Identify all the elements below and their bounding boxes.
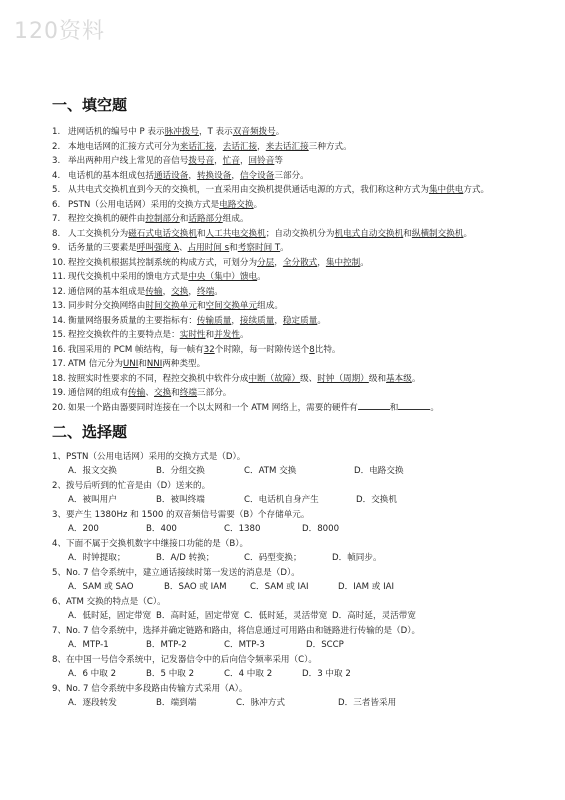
choice-option: C．码型变换； [244, 553, 302, 563]
question-number: 19. [52, 388, 66, 398]
choice-option: A．低时延，固定带宽 [68, 611, 152, 621]
choice-option: D．8000 [302, 524, 340, 534]
underlined-answer: 拨号音 [188, 156, 215, 166]
underlined-answer: 去话汇接 [222, 141, 258, 152]
choice-option: C．低时延，灵活带宽 [244, 611, 328, 621]
question-text: 两种类型。 [162, 359, 206, 369]
question-number: 11. [52, 272, 66, 282]
underlined-answer: 集中供电 [428, 185, 464, 195]
question-text: 比特。 [314, 344, 341, 355]
underlined-answer: 双音频拨号 [232, 127, 276, 137]
question-text: 进网话机的编号中 P 表示 [68, 127, 165, 137]
choice-options [52, 522, 522, 537]
question-text: 组成。 [257, 301, 283, 311]
question-text: 三种方式。 [308, 141, 352, 152]
fill-in-question [52, 386, 522, 401]
question-text: 三部分。 [197, 388, 232, 398]
question-text: 按照实时性要求的不同，程控交换机中软件分成 [68, 373, 249, 384]
underlined-answer: NNI [146, 359, 163, 369]
question-number: 5. [52, 185, 61, 195]
watermark: 120资料 [14, 19, 105, 44]
choice-option: C．MTP-3 [224, 640, 265, 650]
underlined-answer: 人工共电交换机 [205, 228, 266, 239]
underlined-answer: 传输质量 [196, 315, 232, 326]
underlined-answer: 时间交换单元 [145, 301, 197, 311]
fill-in-question [52, 256, 522, 271]
fill-in-question [52, 270, 522, 285]
section-title-fill-in: 一、填空题 [52, 96, 128, 114]
underlined-answer: 忙音 [222, 156, 240, 166]
question-text: 个时隙，每一时隙传送个 [214, 344, 310, 355]
choice-option: A．时钟提取； [68, 553, 126, 563]
choice-option: A．200 [68, 524, 99, 534]
question-text: 、 [178, 243, 188, 253]
choice-options [52, 638, 522, 653]
choice-options [52, 609, 522, 624]
question-text: 。 [411, 373, 421, 384]
question-text: 程控交换机的硬件由 [68, 214, 146, 224]
fill-in-question [52, 227, 522, 242]
question-number: 14. [52, 315, 66, 326]
question-number: 15. [52, 330, 66, 340]
fill-in-question [52, 140, 522, 155]
choice-option: B．高时延，固定带宽 [156, 611, 240, 621]
document-page [52, 94, 522, 711]
question-text: 方式。 [463, 185, 490, 195]
underlined-answer: 终端 [179, 388, 197, 398]
fill-in-question [52, 212, 522, 227]
question-text: 程控交换软件的主要特点是： [68, 330, 180, 340]
question-text: 组成。 [222, 214, 249, 224]
choice-options [52, 551, 522, 566]
underlined-answer: 来话汇接 [179, 141, 215, 152]
question-text: 我国采用的 PCM 帧结构，每一帧有 [68, 344, 204, 355]
choice-options [52, 667, 522, 682]
fill-in-question [52, 357, 522, 372]
choice-options [52, 580, 522, 595]
underlined-answer: 中央（集中）馈电 [188, 272, 258, 282]
underlined-answer: 实时性 [179, 330, 206, 340]
question-text: 和 [403, 228, 412, 239]
choice-question: 2、拨号后听到的忙音是由（D）送来的。 [52, 481, 211, 491]
question-text: 级、 [300, 373, 318, 384]
question-text: 级和 [368, 373, 387, 384]
fill-in-question [52, 343, 522, 358]
underlined-answer: 呼叫强度 λ [136, 243, 179, 253]
fill-in-question [52, 401, 522, 416]
question-text: 、 [145, 388, 154, 398]
underlined-answer: 集中控制 [325, 257, 361, 268]
underlined-answer: 分层 [257, 257, 275, 268]
question-text: ， [231, 315, 240, 326]
underlined-answer: 接续质量 [239, 315, 275, 326]
question-text: ， [257, 141, 266, 152]
question-text: 如果一个路由器要同时连接在一个以太网和一个 ATM 网络上，需要的硬件有 [68, 402, 358, 413]
underlined-answer: 控制部分 [145, 214, 180, 224]
question-number: 9. [52, 243, 61, 253]
question-text: 程控交换机根据其控制系统的构成方式，可划分为 [68, 257, 258, 268]
question-text: 三部分。 [274, 170, 309, 181]
question-number: 13. [52, 301, 66, 311]
question-text: 和 [138, 359, 147, 369]
choice-question: 6、ATM 交换的特点是（C）。 [52, 597, 166, 607]
question-text: 。 [430, 402, 439, 413]
question-text: 现代交换机中采用的馈电方式是 [68, 272, 189, 282]
question-text: 举出两种用户线上常见的音信号 [68, 156, 189, 166]
question-text: 衡量网络服务质量的主要指标有： [68, 315, 197, 326]
choice-option: B．端到端 [156, 698, 197, 708]
choice-question: 3、要产生 1380Hz 和 1500 的双音频信号需要（B）个存储单元。 [52, 510, 310, 520]
underlined-answer: 纵横制交换机 [411, 228, 464, 239]
underlined-answer: 中断（故障） [248, 373, 301, 384]
choice-option: C．ATM 交换 [244, 466, 297, 476]
choice-options [52, 493, 522, 508]
question-number: 6. [52, 199, 61, 210]
question-text: ， [317, 257, 326, 268]
underlined-answer: 考察时间 T [237, 243, 281, 253]
underlined-answer: 通话设备 [153, 170, 189, 181]
question-text: ， [274, 315, 283, 326]
question-text: 。 [280, 243, 289, 253]
underlined-answer: 来去话汇接 [265, 141, 309, 152]
choice-options [52, 464, 522, 479]
question-text: 和 [389, 402, 399, 413]
fill-in-question [52, 125, 522, 140]
underlined-answer: 传输 [145, 286, 163, 297]
question-text: ， [214, 156, 223, 166]
question-text: ， [231, 170, 240, 181]
question-text: ， [162, 286, 172, 297]
question-text: 。 [253, 199, 263, 210]
question-text: ， [239, 156, 249, 166]
question-text: 话务量的三要素是 [68, 243, 137, 253]
question-number: 4. [52, 170, 61, 181]
question-text: 和 [179, 214, 189, 224]
choice-option: A．逐段转发 [68, 698, 117, 708]
fill-in-question [52, 285, 522, 300]
choice-option: B．分组交换 [156, 466, 205, 476]
choice-question: 1、PSTN（公用电话网）采用的交换方式是（D）。 [52, 452, 246, 462]
underlined-answer: 信令设备 [239, 170, 275, 181]
choice-option: B．5 中取 2 [146, 669, 195, 679]
underlined-answer: 时钟（周期） [317, 373, 369, 384]
underlined-answer: 并发性 [214, 330, 240, 340]
question-text: 。 [214, 286, 223, 297]
underlined-answer: 交换 [153, 388, 172, 398]
question-text: ， [214, 141, 223, 152]
choice-option: D．交换机 [356, 495, 397, 505]
choice-option: C．电话机自身产生 [244, 495, 319, 505]
question-number: 12. [52, 286, 66, 297]
underlined-answer: 脉冲拨号 [164, 127, 199, 137]
question-text: ，T 表示 [198, 127, 233, 137]
underlined-answer: 8 [309, 344, 315, 355]
question-number: 16. [52, 344, 66, 355]
answer-blank [398, 401, 430, 410]
underlined-answer: 全分散式 [282, 257, 318, 268]
question-text: 人工交换机分为 [68, 228, 129, 239]
question-text: 。 [360, 257, 369, 268]
question-number: 7. [52, 214, 61, 224]
question-text: ， [188, 286, 197, 297]
fill-in-question [52, 241, 522, 256]
question-number: 20. [52, 402, 66, 413]
fill-in-question [52, 198, 522, 213]
choice-option: B．SAO 或 IAM [164, 582, 227, 592]
choice-option: C．4 中取 2 [224, 669, 273, 679]
choice-question-list [52, 450, 522, 711]
fill-in-question [52, 299, 522, 314]
choice-option: D．3 中取 2 [302, 669, 351, 679]
underlined-answer: 转换设备 [196, 170, 232, 181]
question-number: 8. [52, 228, 61, 239]
answer-blank [358, 401, 390, 410]
underlined-answer: UNI [122, 359, 139, 369]
underlined-answer: 占用时间 s [187, 243, 230, 253]
question-text: 同步时分交换网络由 [68, 301, 146, 311]
question-text: 通信网的组成有 [68, 388, 129, 398]
question-number: 1. [52, 127, 61, 137]
choice-option: A．报文交换 [68, 466, 117, 476]
choice-question: 5、No. 7 信令系统中，建立通话接续时第一发送的消息是（D）。 [52, 568, 300, 578]
fill-in-question [52, 314, 522, 329]
choice-question: 7、No. 7 信令系统中，选择并确定链路和路由，将信息通过可用路由和链路进行传输的是（D）。 [52, 626, 421, 636]
section-title-choice: 二、选择题 [52, 423, 128, 441]
underlined-answer: 传输 [128, 388, 146, 398]
choice-option: A．SAM 或 SAO [68, 582, 134, 592]
fill-in-question [52, 154, 522, 169]
question-text: 和 [196, 228, 206, 239]
question-text: ；自动交换机分为 [265, 228, 335, 239]
question-text: 本地电话网的汇接方式可分为 [68, 141, 180, 152]
underlined-answer: 32 [203, 344, 215, 355]
choice-option: D．三者皆采用 [338, 698, 397, 708]
question-number: 17. [52, 359, 66, 369]
choice-option: D．帧同步。 [332, 553, 382, 563]
question-text: 。 [257, 272, 266, 282]
question-number: 10. [52, 257, 66, 268]
question-number: 18. [52, 373, 66, 384]
question-text: 电话机的基本组成包括 [68, 170, 154, 181]
question-text: PSTN（公用电话网）采用的交换方式是 [68, 199, 220, 210]
choice-options [52, 696, 522, 711]
question-text: 和 [205, 330, 215, 340]
choice-option: B．400 [146, 524, 177, 534]
question-number: 2. [52, 141, 61, 152]
question-text: 。 [463, 228, 473, 239]
fill-in-question-list [52, 125, 522, 415]
choice-option: B．MTP-2 [146, 640, 187, 650]
underlined-answer: 终端 [196, 286, 215, 297]
choice-option: A．被叫用户 [68, 495, 117, 505]
choice-option: A．MTP-1 [68, 640, 109, 650]
fill-in-question [52, 183, 522, 198]
fill-in-question [52, 169, 522, 184]
underlined-answer: 稳定质量 [282, 315, 318, 326]
choice-option: C．SAM 或 IAI [250, 582, 309, 592]
choice-question: 4、下面不属于交换机数字中继接口功能的是（B）。 [52, 539, 249, 549]
choice-option: C．1380 [224, 524, 261, 534]
question-text: 和 [196, 301, 206, 311]
question-text: ATM 信元分为 [68, 359, 123, 369]
question-text: 。 [317, 315, 326, 326]
choice-option: B．被叫终端 [156, 495, 205, 505]
choice-question: 9、No. 7 信令系统中多段路由传输方式采用（A）。 [52, 684, 248, 694]
question-text: 。 [275, 127, 285, 137]
underlined-answer: 空间交换单元 [205, 301, 258, 311]
choice-option: D．高时延，灵活带宽 [332, 611, 416, 621]
question-text: ， [188, 170, 197, 181]
choice-option: B．A/D 转换； [156, 553, 215, 563]
choice-question: 8、在中国一号信令系统中，记发器信令中的后向信令频率采用（C）。 [52, 655, 317, 665]
underlined-answer: 话路部分 [188, 214, 223, 224]
fill-in-question [52, 328, 522, 343]
underlined-answer: 回铃音 [248, 156, 275, 166]
underlined-answer: 机电式自动交换机 [334, 228, 404, 239]
question-text: 和 [171, 388, 180, 398]
fill-in-question [52, 372, 522, 387]
question-text: 从共电式交换机直到今天的交换机，一直采用由交换机提供通话电源的方式，我们称这种方式为 [68, 185, 429, 195]
question-number: 3. [52, 156, 61, 166]
underlined-answer: 磁石式电话交换机 [128, 228, 197, 239]
choice-option: D．SCCP [306, 640, 344, 650]
choice-option: D．IAM 或 IAI [338, 582, 395, 592]
choice-option: A．6 中取 2 [68, 669, 117, 679]
question-text: ， [274, 257, 283, 268]
question-text: 和 [229, 243, 238, 253]
choice-option: D．电路交换 [354, 466, 404, 476]
underlined-answer: 交换 [171, 286, 189, 297]
question-text: 。 [239, 330, 249, 340]
question-text: 通信网的基本组成是 [68, 286, 146, 297]
underlined-answer: 基本级 [386, 373, 412, 384]
underlined-answer: 电路交换 [219, 199, 254, 210]
choice-option: C．脉冲方式 [236, 698, 285, 708]
question-text: 等 [274, 156, 283, 166]
